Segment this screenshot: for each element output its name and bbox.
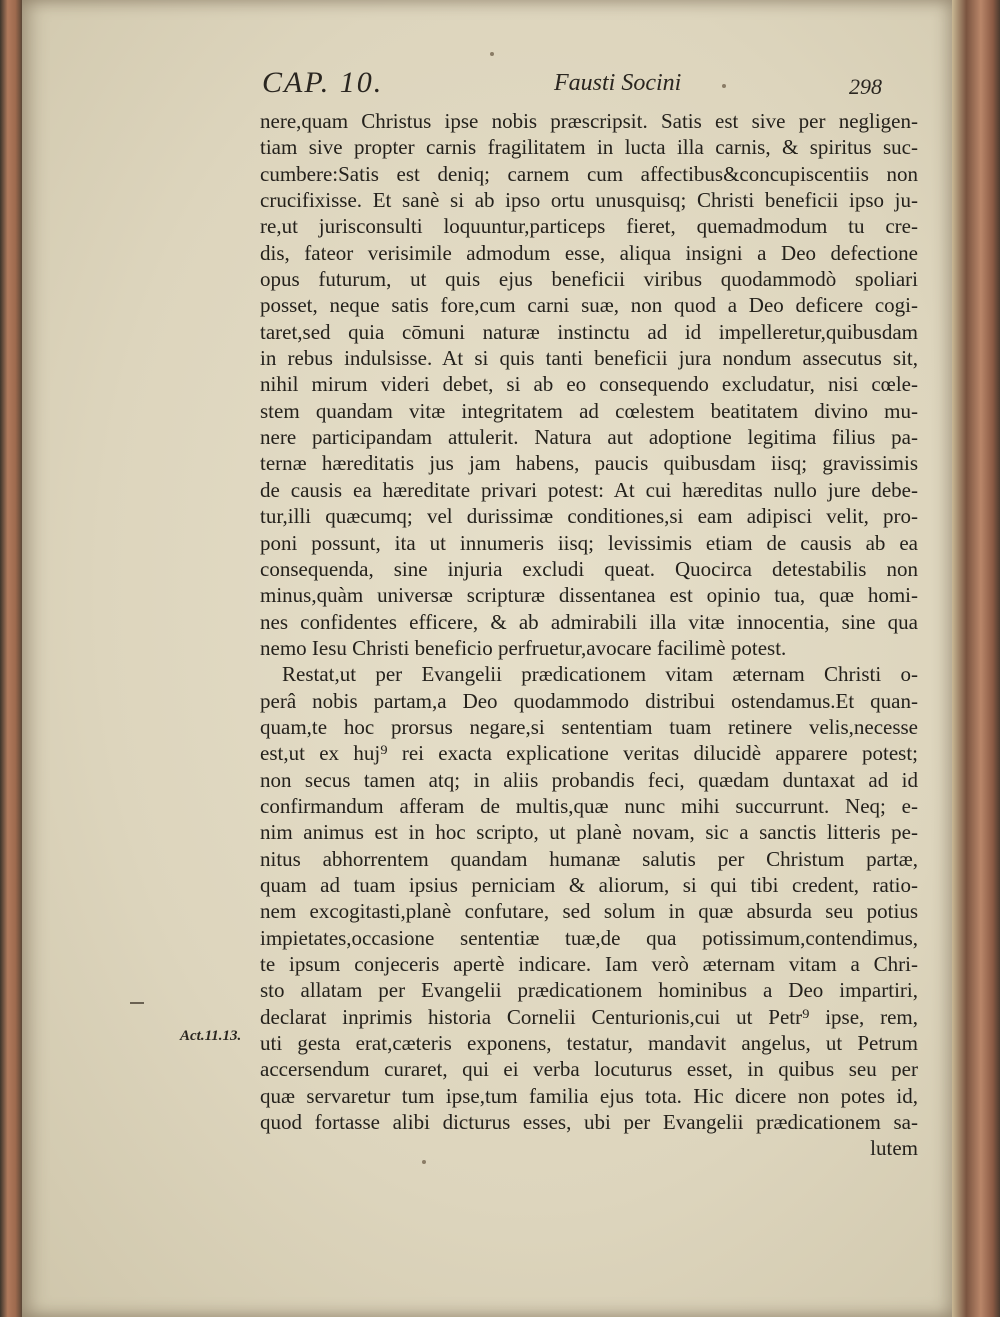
text-line: impietates,occasione sententiæ tuæ,de qua potissimum,contendimus, xyxy=(260,925,918,950)
text-line: stem quandam vitæ integritatem ad cœlestem beatitatem divino mu- xyxy=(260,398,918,423)
text-line: de causis ea hæreditate privari potest: At cui hæreditas nullo jure debe- xyxy=(260,477,918,502)
chapter-heading: CAP. 10. xyxy=(262,66,384,99)
text-line-paragraph-end: nemo Iesu Christi beneficio perfruetur,avocare facilimè potest. xyxy=(260,635,787,660)
paper-speck xyxy=(490,52,494,56)
text-line: crucifixisse. Et sanè si ab ipso ortu unusquisq; Christi beneficii ipso ju- xyxy=(260,188,918,213)
text-line: minus,quàm universæ scripturæ dissentanea est opinio tua, quæ homi- xyxy=(260,583,918,608)
text-line: quam ad tuam ipsius perniciam & aliorum, si qui tibi credent, ratio- xyxy=(260,872,918,897)
text-line: confirmandum afferam de multis,quæ nunc mihi succurrunt. Neq; e- xyxy=(260,793,918,818)
text-line: poni possunt, ita ut innumeris iisq; levissimis etiam de causis ab ea xyxy=(260,530,918,555)
text-line: ternæ hæreditatis jus jam habens, paucis quibusdam iisq; gravissimis xyxy=(260,451,918,476)
text-line: nere participandam attulerit. Natura aut adoptione legitima filius pa- xyxy=(260,425,918,450)
text-line: nim animus est in hoc scripto, ut planè novam, sic a sanctis litteris pe- xyxy=(260,820,918,845)
text-line: in rebus indulsisse. At si quis tanti beneficii jura nondum assecutus sit, xyxy=(260,346,918,371)
paper-speck xyxy=(422,1160,426,1164)
text-line: sto allatam per Evangelii prædicationem hominibus a Deo impartiri, xyxy=(260,978,918,1003)
right-page-edge xyxy=(952,0,1000,1317)
text-line: quam,te hoc prorsus negare,si sententiam tuam retinere velis,necesse xyxy=(260,714,918,739)
text-line: tur,illi quæcumq; vel durissimæ conditiones,si eam adipisci velit, pro- xyxy=(260,504,918,529)
text-line: non secus tamen atq; in aliis probandis feci, quædam duntaxat ad id xyxy=(260,767,918,792)
text-line: consequenda, sine injuria excludi queat. Quocirca detestabilis non xyxy=(260,556,918,581)
text-line: uti gesta erat,cæteris exponens, testatur, mandavit angelus, ut Petrum xyxy=(260,1031,918,1056)
running-header xyxy=(262,66,882,106)
text-line: nitus abhorrentem quandam humanæ salutis per Christum partæ, xyxy=(260,846,918,871)
margin-mark xyxy=(130,1002,144,1004)
text-line: quod fortasse alibi dicturus esses, ubi per Evangelii prædicationem sa- xyxy=(260,1110,918,1135)
text-line: declarat inprimis historia Cornelii Centurionis,cui ut Petr⁹ ipse, rem, xyxy=(260,1004,918,1029)
author-heading: Fausti Socini xyxy=(554,70,682,96)
text-line-paragraph-start: Restat,ut per Evangelii prædicationem vitam æternam Christi o- xyxy=(282,662,918,687)
text-line: accersendum curaret, qui ei verba locuturus esset, in quibus seu per xyxy=(260,1057,918,1082)
paper-speck xyxy=(722,84,726,88)
text-line: nihil mirum videri debet, si ab eo consequendo excludatur, nisi cœle- xyxy=(260,372,918,397)
text-line: posset, neque satis fore,cum carni suæ, non quod a Deo deficere cogi- xyxy=(260,293,918,318)
book-page xyxy=(22,0,952,1317)
text-line: nes confidentes efficere, & ab admirabili illa vitæ innocentia, sine qua xyxy=(260,609,918,634)
text-line: taret,sed quia cōmuni naturæ instinctu ad id impelleretur,quibusdam xyxy=(260,319,918,344)
main-text-block xyxy=(260,108,918,1162)
text-line: te ipsum conjeceris apertè indicare. Iam verò æternam vitam a Chri- xyxy=(260,952,918,976)
left-page-edge xyxy=(0,0,22,1317)
page-number: 298 xyxy=(849,74,882,99)
text-line: quæ servaretur tum ipse,tum familia ejus tota. Hic dicere non potes id, xyxy=(260,1083,918,1108)
text-line: opus futurum, ut quis ejus beneficii viribus quodammodò spoliari xyxy=(260,267,918,292)
text-line: nem excogitasti,planè confutare, sed solum in quæ absurda seu potius xyxy=(260,899,918,924)
margin-note-reference: Act.11.13. xyxy=(180,1028,242,1044)
text-line: cumbere:Satis est deniq; carnem cum affectibus&concupiscentiis non xyxy=(260,161,918,186)
text-line: dis, fateor verisimile admodum esse, aliqua insigni a Deo defectione xyxy=(260,240,918,265)
text-line: tiam sive propter carnis fragilitatem in lucta illa carnis, & spiritus suc- xyxy=(260,135,918,160)
text-line: perâ nobis partam,a Deo quodammodo distribui ostendamus.Et quan- xyxy=(260,688,918,713)
text-line: nere,quam Christus ipse nobis præscripsit. Satis est sive per negligen- xyxy=(260,109,918,133)
catchword: lutem xyxy=(870,1136,918,1161)
text-line: re,ut jurisconsulti loquuntur,particeps fieret, quemadmodum tu cre- xyxy=(260,214,918,239)
text-line: est,ut ex huj⁹ rei exacta explicatione veritas dilucidè apparere potest; xyxy=(260,741,918,766)
